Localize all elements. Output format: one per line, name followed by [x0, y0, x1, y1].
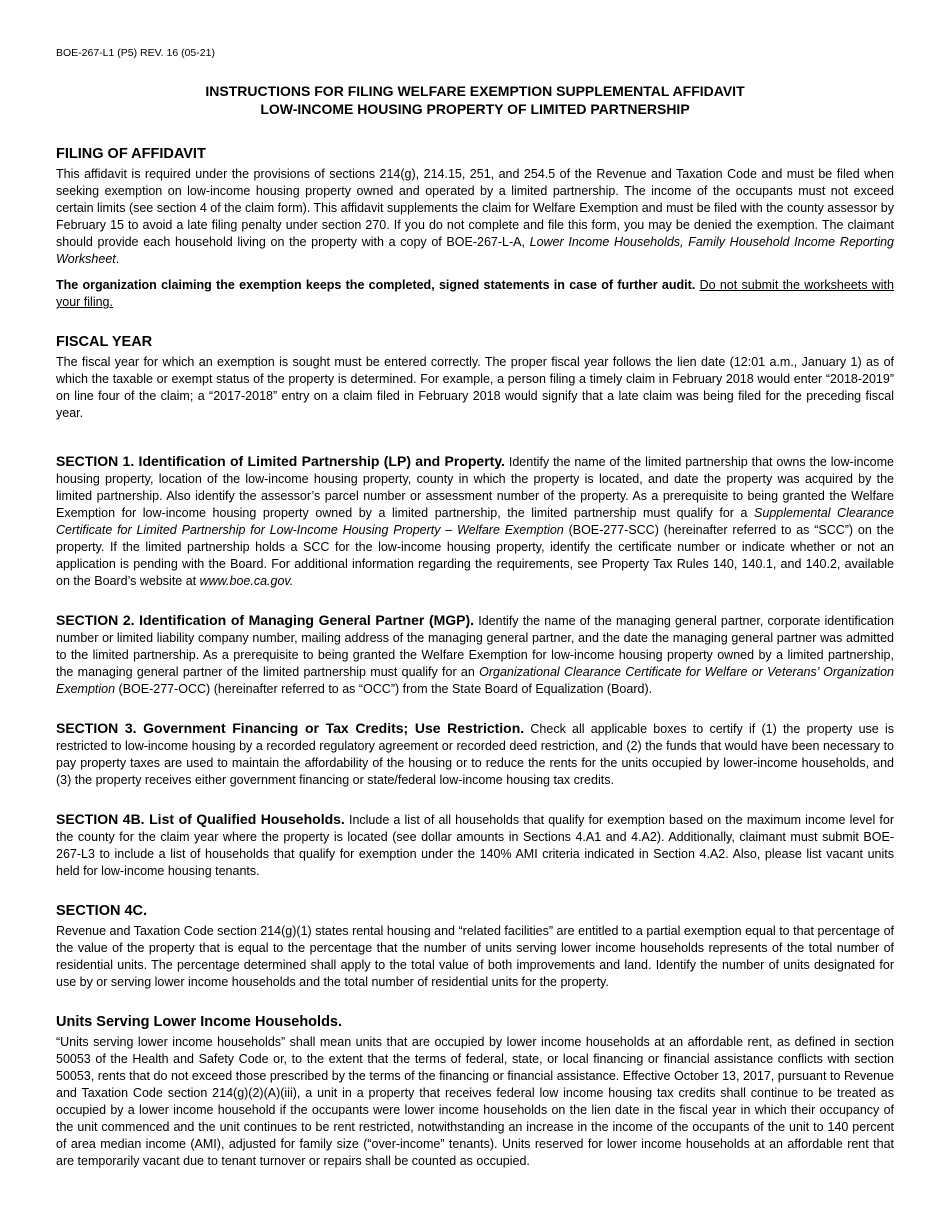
occ-title: Organizational Clearance Certificate for Welfare or Veterans’ Organization Exemption — [56, 665, 894, 696]
section4b-heading: SECTION 4B. List of Qualified Households. — [56, 811, 345, 827]
form-id: BOE-267-L1 (P5) REV. 16 (05-21) — [56, 47, 215, 59]
section2-text: Identify the name of the managing general partner, corporate identification number or limited liability company number, mailing address of the managing general partner, and the date the managing general partner was admitted to the limited partnership. As a prerequisite to being granted the Welfare Exemption for low-income housing property owned by a limited partnership, the managing general partner of the limited partnership must qualify for an — [56, 614, 894, 679]
section4c-paragraph: Revenue and Taxation Code section 214(g)(1) states rental housing and “related facilities” are entitled to a partial exemption equal to that percentage of the value of the property that is equal to the percentage that the number of units serving lower income households represents of the total number of residential units. The percentage determined shall apply to the total value of both improvements and land. Identify the number of units designated for use by or serving lower income households and the total number of residential units for the property. — [56, 924, 894, 989]
fiscal-heading: FISCAL YEAR — [56, 334, 153, 350]
fiscal-paragraph: The fiscal year for which an exemption is sought must be entered correctly. The proper fiscal year follows the lien date (12:01 a.m., January 1) as of which the taxable or exempt status of the property is determined. For example, a person filing a timely claim in February 2018 would enter “2018-2019” on line four of the claim; a “2017-2018” entry on a claim filed in February 2018 would signify that a late claim was being filed for the preceding fiscal year. — [56, 355, 894, 420]
section3-paragraph — [56, 720, 894, 789]
document-title — [56, 82, 894, 118]
filing-heading: FILING OF AFFIDAVIT — [56, 146, 206, 162]
audit-paragraph — [56, 277, 894, 311]
section4b-text: Include a list of all households that qualify for exemption based on the maximum income level for the county for the claim year where the property is located (see dollar amounts in Sections 4.A1 and 4.A2). Additionally, claimant must submit BOE-267-L3 to include a list of households that qualify for exemption under the 140% AMI criteria indicated in Section 4.A2. Also, please list vacant units held for low-income housing tenants. — [56, 813, 895, 878]
title-line-1: INSTRUCTIONS FOR FILING WELFARE EXEMPTION SUPPLEMENTAL AFFIDAVIT — [205, 83, 745, 99]
filing-text-end: . — [115, 252, 120, 266]
document-page — [56, 46, 894, 1170]
do-not-submit-note: Do not submit the worksheets with your filing. — [56, 278, 894, 309]
audit-statement: The organization claiming the exemption keeps the completed, signed statements in case of further audit. — [56, 278, 696, 292]
section4c-heading: SECTION 4C. — [56, 903, 148, 919]
filing-worksheet-title: Lower Income Households, Family Household Income Reporting Worksheet — [56, 235, 894, 266]
scc-title: Supplemental Clearance Certificate for Limited Partnership for Low-Income Housing Property – Welfare Exemption — [56, 506, 895, 537]
filing-text: This affidavit is required under the provisions of sections 214(g), 214.15, 251, and 254.5 of the Revenue and Taxation Code and must be filed when seeking exemption on low-income housing property owned and operated by a limited partnership. The income of the occupants must not exceed certain limits (see section 4 of the claim form). This affidavit supplements the claim for Welfare Exemption and must be filed with the county assessor by February 15 to avoid a late filing penalty under section 270. If you do not complete and file this form, you may be denied the exemption. The claimant should provide each household living on the property with a copy of BOE-267-L-A, — [56, 167, 894, 249]
units-heading: Units Serving Lower Income Households. — [56, 1014, 343, 1030]
units-paragraph: “Units serving lower income households” shall mean units that are occupied by lower income households at an affordable rent, as defined in section 50053 of the Health and Safety Code or, to the extent that the terms of federal, state, or local financing or financial assistance conflicts with section 50053, rents that do not exceed those prescribed by the terms of the financing or financial assistance. Effective October 13, 2017, pursuant to Revenue and Taxation Code section 214(g)(2)(A)(iii), a unit in a property that receives federal low income housing tax credits shall continue to be treated as occupied by a lower income household if the occupants were lower income households on the lien date in the fiscal year in which their occupancy of the unit commenced and the unit continues to be rent restricted, notwithstanding an increase in the income of the occupants of the unit to 140 percent of area median income (AMI), adjusted for family size (“over-income” tenants). Units reserved for lower income households at an affordable rent that are temporarily vacant due to tenant turnover or repairs shall be counted as occupied. — [56, 1035, 894, 1168]
section2-heading: SECTION 2. Identification of Managing General Partner (MGP). — [56, 612, 475, 628]
section2-paragraph — [56, 612, 894, 698]
section2-text-2: (BOE-277-OCC) (hereinafter referred to as “OCC”) from the State Board of Equalization (Board). — [115, 682, 653, 696]
section1-heading: SECTION 1. Identification of Limited Partnership (LP) and Property. — [56, 453, 505, 469]
section1-text: Identify the name of the limited partnership that owns the low-income housing property, location of the low-income housing property, county in which the property is located, and date the property was acquired by the limited partnership. Also identify the assessor’s parcel number or assessment number of the property. As a prerequisite to being granted the Welfare Exemption for low-income housing property owned by a limited partnership, the limited partnership must qualify for a — [56, 455, 894, 520]
title-line-2: LOW-INCOME HOUSING PROPERTY OF LIMITED PARTNERSHIP — [260, 101, 690, 117]
section1-text-2: (BOE-277-SCC) (hereinafter referred to as “SCC”) on the property. If the limited partnership holds a SCC for the low-income housing property, identify the certificate number or indicate whether or not an application is pending with the Board. For additional information regarding the requirements, see Property Tax Rules 140, 140.1, and 140.2, available on the Board’s website at — [56, 523, 894, 588]
boe-website: www.boe.ca.gov. — [199, 574, 294, 588]
section1-paragraph — [56, 453, 894, 590]
filing-paragraph — [56, 166, 894, 268]
section3-heading: SECTION 3. Government Financing or Tax Credits; Use Restriction. — [56, 720, 525, 736]
section4b-paragraph — [56, 811, 894, 880]
section3-text: Check all applicable boxes to certify if (1) the property use is restricted to low-income housing by a recorded regulatory agreement or recorded deed restriction, and (2) the funds that would have been necessary to pay property taxes are used to maintain the affordability of the housing or to reduce the rents for the units occupied by lower-income households, and (3) the property receives either government financing or state/federal low-income housing tax credits. — [56, 722, 894, 787]
